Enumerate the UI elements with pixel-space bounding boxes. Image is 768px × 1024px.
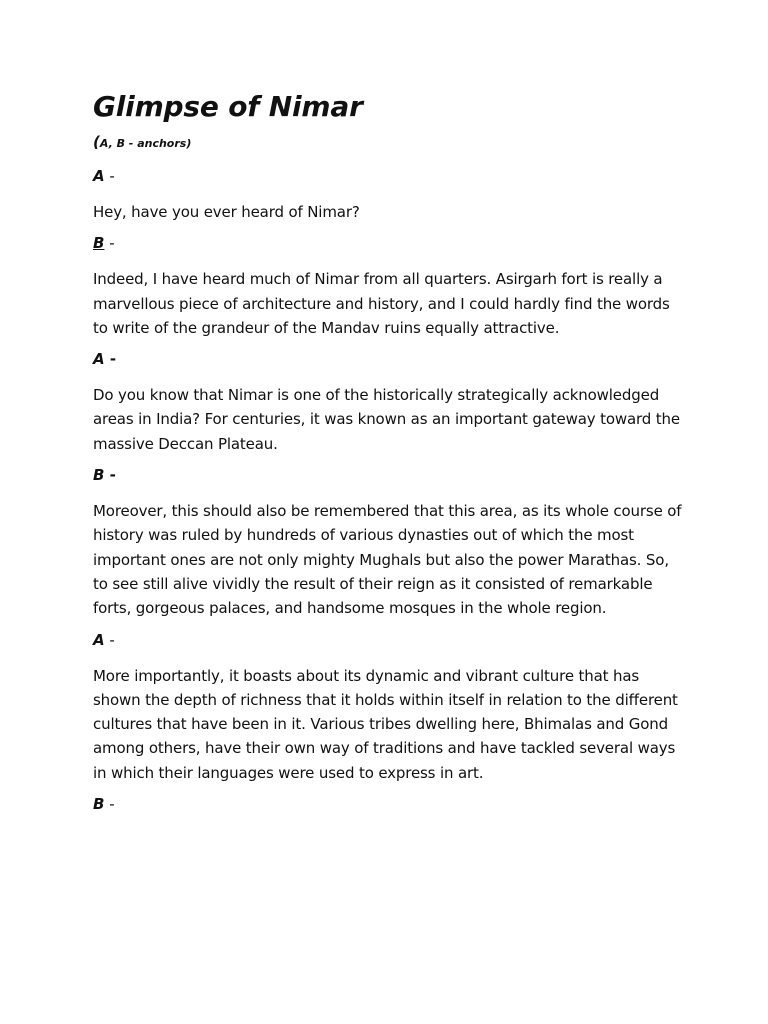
speaker-dash: - <box>104 350 117 369</box>
document-page <box>93 88 683 828</box>
speaker-dash: - <box>104 167 115 185</box>
speaker-dash: - <box>104 466 116 485</box>
speaker-label <box>93 794 683 814</box>
speaker-label <box>93 465 683 485</box>
dialogue-text: Do you know that Nimar is one of the historically strategically acknowledged areas in India? For centuries, it was known as an important gateway toward the massive Deccan Plateau. <box>93 386 680 453</box>
speaker-label <box>93 630 683 650</box>
speaker-dash: - <box>104 795 115 814</box>
speaker-label <box>93 166 683 186</box>
speaker-letter: A <box>93 630 105 649</box>
dialogue-text: Hey, have you ever heard of Nimar? <box>93 203 360 221</box>
speaker-label <box>93 233 683 253</box>
speaker-letter: A <box>93 350 105 369</box>
dialogue-text: Moreover, this should also be remembered that this area, as its whole course of history was ruled by hundreds of various dynasties out of which the most important ones are not only mighty Mughals but also the power Marathas. So, to see still alive vividly the result of their reign as it consisted of remarkable forts, gorgeous palaces, and handsome mosques in the whole region. <box>93 502 682 618</box>
speaker-letter: B <box>93 234 105 253</box>
dialogue-text: Indeed, I have heard much of Nimar from all quarters. Asirgarh fort is really a marvellous piece of architecture and history, and I could hardly find the words to write of the grandeur of the Mandav ruins equally attractive. <box>93 270 670 337</box>
subtitle-text: A, B - anchors) <box>99 137 192 150</box>
speaker-dash: - <box>104 630 115 649</box>
speaker-dash: - <box>104 234 115 253</box>
speaker-letter: A <box>93 167 105 185</box>
dialogue-text: More importantly, it boasts about its dynamic and vibrant culture that has shown the depth of richness that it holds within itself in relation to the different cultures that have been in it. Various tribes dwelling here, Bhimalas and Gond among others, have their own way of traditions and have tackled several ways in which their languages were used to express in art. <box>93 666 678 782</box>
document-title: Glimpse of Nimar <box>93 90 363 123</box>
dialogue <box>93 166 683 814</box>
speaker-letter: B <box>93 466 105 485</box>
subtitle-paren: ( <box>93 133 100 151</box>
document-subtitle <box>93 134 683 152</box>
speaker-letter: B <box>93 795 105 814</box>
speaker-label <box>93 349 683 369</box>
